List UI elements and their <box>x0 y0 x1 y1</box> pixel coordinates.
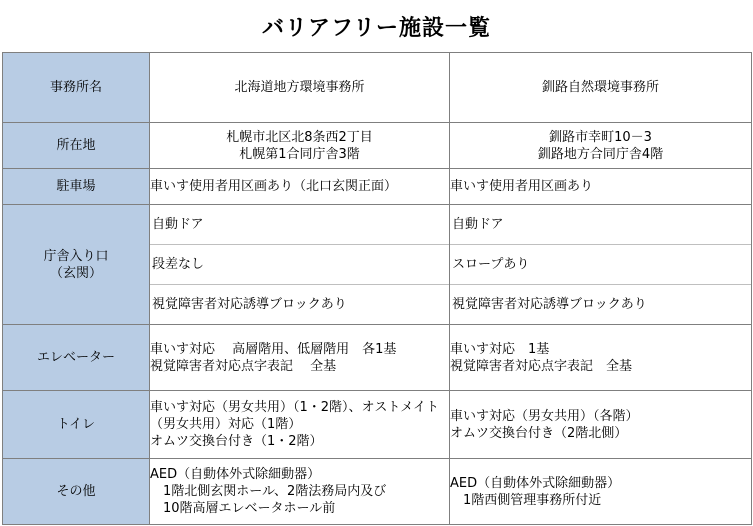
title-bar <box>0 0 753 52</box>
entrance-item: スロープあり <box>450 245 751 285</box>
entrance-item: 視覚障害者対応誘導ブロックあり <box>152 297 347 312</box>
row-label-other: その他 <box>3 459 150 525</box>
address-line: 札幌市北区北8条西2丁目 <box>226 129 373 145</box>
elevator-line: 車いす対応 1基 <box>450 341 550 357</box>
office2-parking: 車いす使用者用区画あり <box>450 169 752 205</box>
other-line: 10階高層エレベータホール前 <box>150 501 336 516</box>
office2-entrance <box>450 205 752 325</box>
office2-name: 釧路自然環境事務所 <box>450 53 752 123</box>
page-title: バリアフリー施設一覧 <box>261 15 492 41</box>
office1-name: 北海道地方環境事務所 <box>150 53 450 123</box>
toilet-line: 車いす対応（男女共用）（1・2階）、オストメイト <box>150 400 440 415</box>
entrance-item: 自動ドア <box>450 205 751 245</box>
other-line: AED（自動体外式除細動器） <box>450 475 621 491</box>
office2-elevator <box>450 325 752 391</box>
office2-other <box>450 459 752 525</box>
row-label-address: 所在地 <box>3 123 150 169</box>
office1-toilet <box>150 391 450 459</box>
other-line: 1階北側玄関ホール、2階法務局内及び <box>150 484 387 499</box>
office1-entrance <box>150 205 450 325</box>
toilet-line: オムツ交換台付き（1・2階） <box>150 434 323 449</box>
entrance-label-line: （玄関） <box>49 265 102 281</box>
toilet-line: （男女共用）対応（1階） <box>150 417 302 432</box>
table-row-toilet <box>3 391 752 459</box>
office2-address <box>450 123 752 169</box>
facility-table <box>2 52 752 525</box>
office1-address <box>150 123 450 169</box>
office1-elevator <box>150 325 450 391</box>
row-label-toilet: トイレ <box>3 391 150 459</box>
toilet-line: オムツ交換台付き（2階北側） <box>450 425 628 441</box>
address-line: 札幌第1合同庁舎3階 <box>239 146 360 162</box>
table-row-elevator <box>3 325 752 391</box>
office1-other <box>150 459 450 525</box>
row-label-parking: 駐車場 <box>3 169 150 205</box>
elevator-line: 視覚障害者対応点字表記 全基 <box>150 358 337 374</box>
office1-parking: 車いす使用者用区画あり（北口玄関正面） <box>150 169 450 205</box>
entrance-item: 視覚障害者対応誘導ブロックあり <box>452 297 647 312</box>
entrance-item: 自動ドア <box>150 205 449 245</box>
elevator-line: 視覚障害者対応点字表記 全基 <box>450 358 633 374</box>
table-row-other <box>3 459 752 525</box>
other-line: AED（自動体外式除細動器） <box>150 467 321 482</box>
table-header-row <box>3 53 752 123</box>
toilet-line: 車いす対応（男女共用）（各階） <box>450 408 639 424</box>
address-line: 釧路市幸町10－3 <box>549 129 652 145</box>
entrance-label-line: 庁舎入り口 <box>43 248 109 264</box>
office-name-header: 事務所名 <box>3 53 150 123</box>
row-label-elevator: エレベーター <box>3 325 150 391</box>
table-row-parking <box>3 169 752 205</box>
office2-toilet <box>450 391 752 459</box>
entrance-item: 段差なし <box>150 245 449 285</box>
elevator-line: 車いす対応 高層階用、低層階用 各1基 <box>150 341 397 357</box>
table-row-entrance <box>3 205 752 325</box>
table-row-address <box>3 123 752 169</box>
other-line: 1階西側管理事務所付近 <box>450 492 602 508</box>
row-label-entrance <box>3 205 150 325</box>
address-line: 釧路地方合同庁舎4階 <box>537 146 664 162</box>
